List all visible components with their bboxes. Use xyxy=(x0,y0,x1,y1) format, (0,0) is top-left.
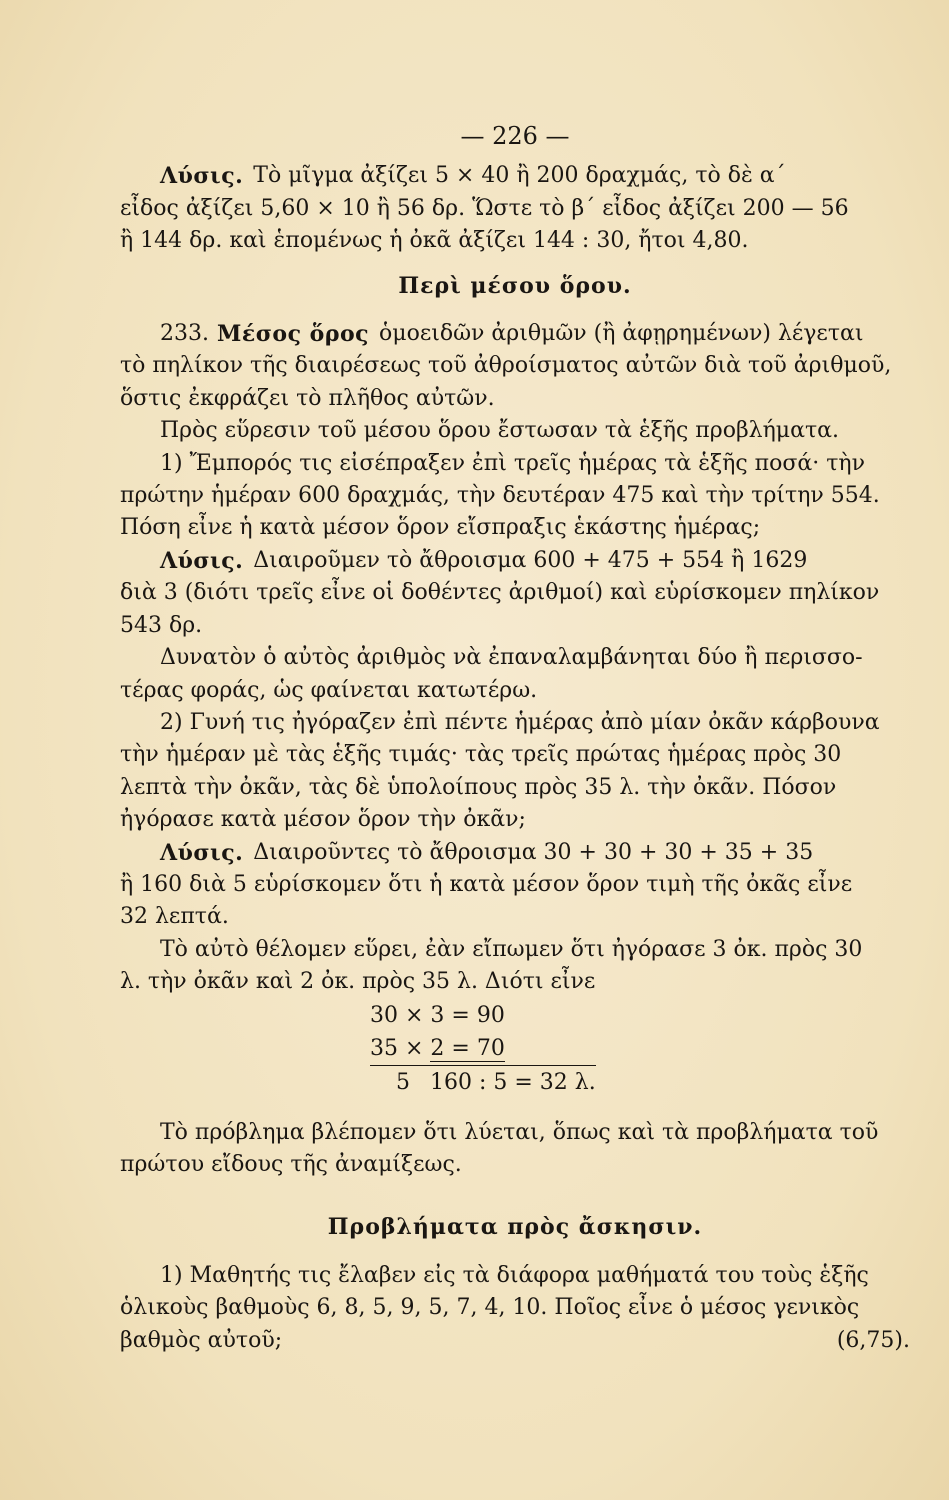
sec233-line-2: τὸ πηλίκον τῆς διαιρέσεως τοῦ ἀθροίσματος αὐτῶν διὰ τοῦ ἀριθμοῦ, xyxy=(120,353,892,379)
page-content xyxy=(120,120,910,1357)
calc-row-2-b: 2 xyxy=(430,1035,445,1061)
section-heading-mean: Περὶ μέσου ὅρου. xyxy=(398,272,632,299)
calc-row-2 xyxy=(370,1032,910,1065)
problem1-solution-line-1 xyxy=(120,545,910,577)
problem1-note-line-2: τέρας φοράς, ὡς φαίνεται κατωτέρω. xyxy=(120,677,538,703)
problem2-solution-line-2: ἢ 160 διὰ 5 εὑρίσκομεν ὅτι ἡ κατὰ μέσον ὅρον τιμὴ τῆς ὀκᾶς εἶνε xyxy=(120,871,853,897)
problem2-alt-line-1: Τὸ αὐτὸ θέλομεν εὕρει, ἐὰν εἴπωμεν ὅτι ἠγόρασε 3 ὀκ. πρὸς 30 xyxy=(160,936,863,962)
problem2-line-3: λεπτὰ τὴν ὀκᾶν, τὰς δὲ ὑπολοίπους πρὸς 35 λ. τὴν ὀκᾶν. Πόσον xyxy=(120,774,837,800)
calc-row-1: 30 × 3 = 90 xyxy=(370,1002,505,1028)
calc-row-2-c: = 70 xyxy=(444,1035,505,1061)
exercise1-line-2: ὁλικοὺς βαθμοὺς 6, 8, 5, 9, 5, 7, 4, 10. Ποῖος εἶνε ὁ μέσος γενικὸς xyxy=(120,1295,860,1321)
solution-label: Λύσις. xyxy=(160,547,244,574)
calc-row-3 xyxy=(370,1065,910,1099)
exercise1-line-3 xyxy=(120,1325,910,1357)
text: Διαιροῦντες τὸ ἄθροισμα 30 + 30 + 30 + 35 + 35 xyxy=(253,839,814,865)
problem2-solution-line-1 xyxy=(120,837,910,869)
text: Τὸ μῖγμα ἀξίζει 5 × 40 ἢ 200 δραχμάς, τὸ δὲ α´ xyxy=(253,163,786,189)
problem2-line-4: ἠγόρασε κατὰ μέσον ὅρον τὴν ὀκᾶν; xyxy=(120,807,526,833)
calc-row-2-a: 35 × xyxy=(370,1035,431,1061)
sec233-line-3: ὅστις ἐκφράζει τὸ πλῆθος αὐτῶν. xyxy=(120,385,495,411)
defined-term: Μέσος ὅρος xyxy=(216,321,370,348)
solution-label: Λύσις. xyxy=(160,163,244,190)
sec233-line-4: Πρὸς εὕρεσιν τοῦ μέσου ὅρου ἔστωσαν τὰ ἑξῆς προβλήματα. xyxy=(160,418,839,444)
text: βαθμὸς αὐτοῦ; xyxy=(120,1327,283,1353)
problem2-conclusion-line-2: πρώτου εἴδους τῆς ἀναμίξεως. xyxy=(120,1151,462,1177)
problem2-conclusion-line-1: Τὸ πρόβλημα βλέπομεν ὅτι λύεται, ὅπως καὶ τὰ προβλήματα τοῦ xyxy=(160,1119,879,1145)
text: ὁμοειδῶν ἀριθμῶν (ἢ ἀφῃρημένων) λέγεται xyxy=(379,321,864,347)
problem1-note-line-1: Δυνατὸν ὁ αὐτὸς ἀριθμὸς νὰ ἐπαναλαμβάνηται δύο ἢ περισσο- xyxy=(160,645,863,671)
top-solution-line-1 xyxy=(120,160,910,192)
sec233-line-1 xyxy=(120,318,910,350)
answer: (6,75). xyxy=(836,1327,910,1353)
exercise1-line-1: 1) Μαθητής τις ἔλαβεν εἰς τὰ διάφορα μαθήματά του τοὺς ἑξῆς xyxy=(160,1262,869,1288)
page-number: — 226 — xyxy=(460,122,570,150)
calculation-block xyxy=(120,999,910,1099)
section-heading-exercises: Προβλήματα πρὸς ἄσκησιν. xyxy=(327,1214,703,1241)
problem2-solution-line-3: 32 λεπτά. xyxy=(120,904,229,930)
problem1-line-1: 1) Ἔμπορός τις εἰσέπραξεν ἐπὶ τρεῖς ἡμέρας τὰ ἑξῆς ποσά· τὴν xyxy=(160,450,865,476)
problem2-alt-line-2: λ. τὴν ὀκᾶν καὶ 2 ὀκ. πρὸς 35 λ. Διότι εἶνε xyxy=(120,969,596,995)
text: Διαιροῦμεν τὸ ἄθροισμα 600 + 475 + 554 ἢ 1629 xyxy=(253,547,808,573)
problem2-line-2: τὴν ἡμέραν μὲ τὰς ἑξῆς τιμάς· τὰς τρεῖς πρώτας ἡμέρας πρὸς 30 xyxy=(120,742,842,768)
solution-label: Λύσις. xyxy=(160,839,244,866)
spacer xyxy=(120,1181,910,1199)
problem1-solution-line-2: διὰ 3 (διότι τρεῖς εἶνε οἱ δοθέντες ἀριθμοί) καὶ εὑρίσκομεν πηλίκον xyxy=(120,580,880,606)
section-number: 233. xyxy=(160,321,209,347)
problem2-line-1: 2) Γυνή τις ἠγόραζεν ἐπὶ πέντε ἡμέρας ἀπὸ μίαν ὀκᾶν κάρβουνα xyxy=(160,709,880,735)
top-solution-line-2: εἶδος ἀξίζει 5,60 × 10 ἢ 56 δρ. Ὥστε τὸ β´ εἶδος ἀξίζει 200 — 56 xyxy=(120,195,849,221)
problem1-line-2: πρώτην ἡμέραν 600 δραχμάς, τὴν δευτέραν 475 καὶ τὴν τρίτην 554. xyxy=(120,483,880,509)
problem1-line-3: Πόση εἶνε ἡ κατὰ μέσον ὅρον εἴσπραξις ἑκάστης ἡμέρας; xyxy=(120,515,761,541)
problem1-solution-line-3: 543 δρ. xyxy=(120,612,203,638)
calc-row-3-result: 160 : 5 = 32 λ. xyxy=(420,1065,596,1099)
calc-row-3-sum-count: 5 xyxy=(370,1065,420,1099)
top-solution-line-3: ἢ 144 δρ. καὶ ἑπομένως ἡ ὀκᾶ ἀξίζει 144 : 30, ἤτοι 4,80. xyxy=(120,228,749,254)
